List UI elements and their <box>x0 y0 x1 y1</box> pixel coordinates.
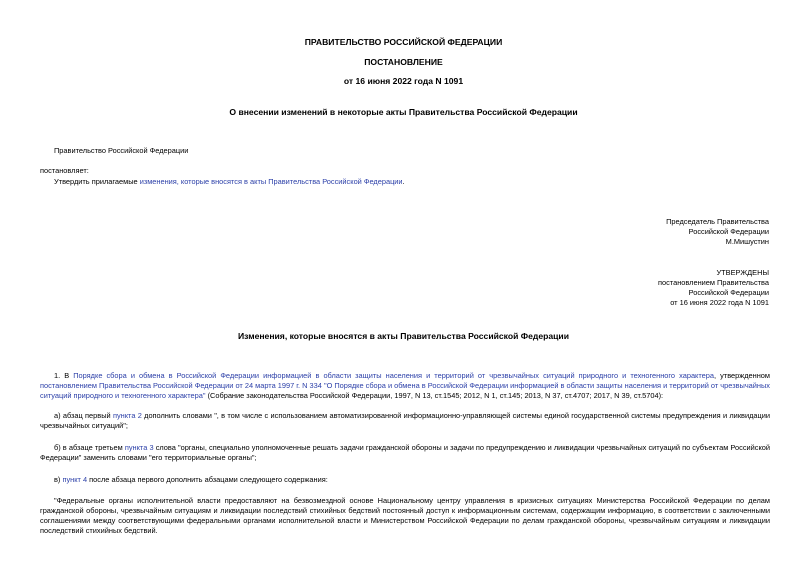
approved-heading: УТВЕРЖДЕНЫ <box>716 268 769 277</box>
signature-name: М.Мишустин <box>725 237 769 246</box>
pv-text-1: в) <box>54 475 63 484</box>
document-date-number: от 16 июня 2022 года N 1091 <box>343 76 464 86</box>
paragraph-1 <box>40 371 770 401</box>
approve-prefix: Утвердить прилагаемые <box>54 177 140 186</box>
approved-date: от 16 июня 2022 года N 1091 <box>670 298 769 307</box>
p1-text-2: , утвержденном <box>714 371 770 380</box>
government-heading: ПРАВИТЕЛЬСТВО РОССИЙСКОЙ ФЕДЕРАЦИИ <box>304 37 503 47</box>
changes-title: Изменения, которые вносятся в акты Правительства Российской Федерации <box>237 331 569 341</box>
government-line: Правительство Российской Федерации <box>54 146 189 155</box>
document-title: О внесении изменений в некоторые акты Правительства Российской Федерации <box>229 107 578 117</box>
p1-text-3: (Собрание законодательства Российской Федерации, 1997, N 13, ст.1545; 2012, N 1, ст.145; 2013, N 37, ст.4707; 2017, N 39, ст.5704): <box>205 391 664 400</box>
pa-text-1: а) абзац первый <box>54 411 113 420</box>
pb-text-1: б) в абзаце третьем <box>54 443 125 452</box>
approve-suffix: . <box>402 177 405 186</box>
pv-text-2: после абзаца первого дополнить абзацами следующего содержания: <box>87 475 328 484</box>
approved-block <box>658 268 769 308</box>
p1-link-resolution[interactable]: постановлением Правительства Российской Федерации от 24 марта 1997 г. N 334 "О Порядке сбора и обмена в Российской Федерации информацией в области защиты населения и территорий от чрезвычайных ситуаций природного и техногенного характера" <box>40 381 770 400</box>
signature-position: Председатель Правительства <box>666 217 769 226</box>
approved-org: Российской Федерации <box>688 288 769 297</box>
pv-link[interactable]: пункт 4 <box>62 475 88 484</box>
resolves-line: постановляет: <box>40 166 89 175</box>
signature-org: Российской Федерации <box>688 227 769 236</box>
quoted-paragraph: "Федеральные органы исполнительной власти предоставляют на безвозмездной основе Национальному центру управления в кризисных ситуациях Министерства Российской Федерации по делам гражданской обороны, чрезвычайным ситуациям и ликвидации последствий стихийных бедствий постоянный доступ к информационным системам, содержащим информацию, в соответствии с заключенными соглашениями между соответствующими федеральными органами исполнительной власти и Министерством Российской Федерации по делам гражданской обороны, чрезвычайным ситуациям и ликвидации последствий стихийных бедствий. <box>40 496 770 535</box>
paragraph-a <box>40 411 770 431</box>
paragraph-v <box>40 475 770 485</box>
pb-link[interactable]: пункта 3 <box>124 443 154 452</box>
approved-by: постановлением Правительства <box>658 278 769 287</box>
pb-text-2: слова "органы, специально уполномоченные решать задачи гражданской обороны и задачи по предупреждению и ликвидации чрезвычайных ситуаций по субъектам Российской Федерации" заменить словами "его территориальные органы"; <box>40 443 771 462</box>
approve-paragraph <box>54 177 405 187</box>
approve-link[interactable]: изменения, которые вносятся в акты Правительства Российской Федерации <box>139 177 403 186</box>
signature-block <box>666 217 769 247</box>
document-type: ПОСТАНОВЛЕНИЕ <box>364 57 443 67</box>
p1-text-1: 1. В <box>54 371 74 380</box>
paragraph-b <box>40 443 770 463</box>
p1-link-procedure[interactable]: Порядке сбора и обмена в Российской Федерации информацией в области защиты населения и территорий от чрезвычайных ситуаций природного и техногенного характера <box>73 371 714 380</box>
pa-link[interactable]: пункта 2 <box>112 411 142 420</box>
pa-text-2: дополнить словами ", в том числе с использованием автоматизированной информационно-управляющей системы единой государственной системы предупреждения и ликвидации чрезвычайных ситуаций"; <box>40 411 771 430</box>
